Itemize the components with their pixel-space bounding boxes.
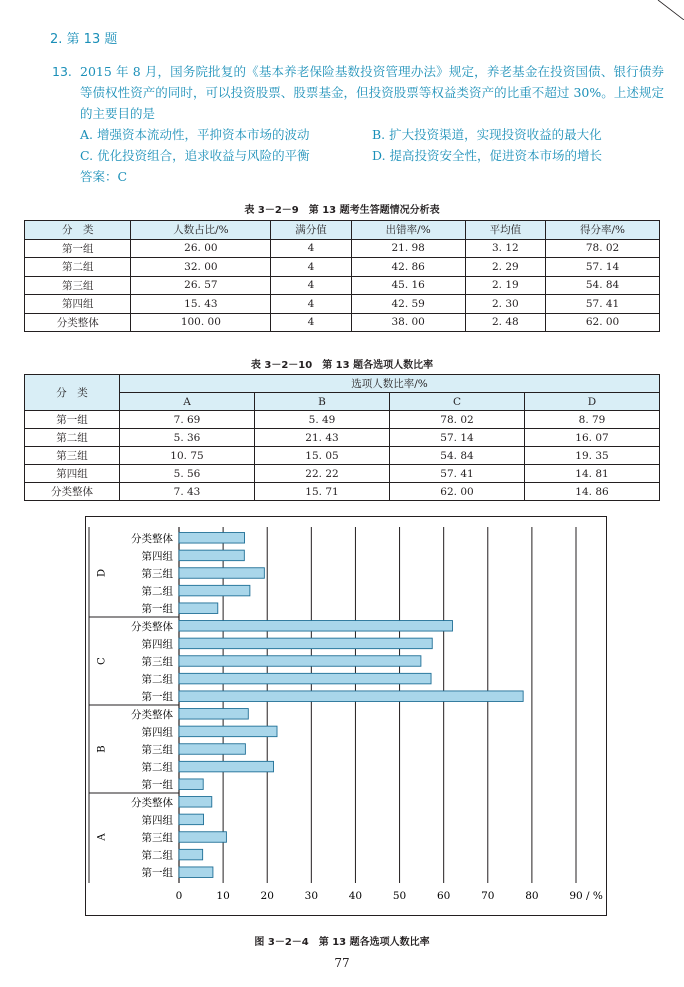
table1-cell: 4 — [271, 295, 351, 314]
table1-header: 分 类 — [25, 221, 131, 240]
table1-cell: 15. 43 — [131, 295, 271, 314]
table2-cell: 62. 00 — [390, 483, 525, 501]
category-label: 第二组 — [141, 585, 173, 598]
table1-cell: 45. 16 — [351, 276, 465, 295]
bar-chart — [86, 517, 606, 915]
bar-b — [179, 709, 248, 720]
category-label: 第四组 — [141, 638, 173, 651]
answer: 答案：C — [80, 169, 128, 184]
table2-cell: 21. 43 — [255, 429, 390, 447]
category-label: 第二组 — [141, 673, 173, 686]
table1-cell: 21. 98 — [351, 239, 465, 258]
table2-cell: 15. 71 — [255, 483, 390, 501]
option-d: D. 提高投资安全性，促进资本市场的增长 — [372, 148, 603, 163]
bar-a — [179, 814, 204, 825]
table1-cell: 分类整体 — [25, 313, 131, 332]
x-tick-label: 40 — [348, 890, 363, 902]
x-tick-label: 0 — [175, 890, 183, 902]
table1-header-row — [25, 221, 660, 240]
x-tick-label: 20 — [260, 890, 274, 902]
page-number: 77 — [334, 956, 350, 970]
bar-d — [179, 533, 245, 544]
bar-d — [179, 603, 218, 614]
table1-cell: 42. 86 — [351, 258, 465, 277]
corner-mark — [644, 0, 684, 20]
table1-cell: 2. 29 — [465, 258, 545, 277]
table2-option-row — [25, 393, 660, 411]
category-label: 第四组 — [141, 814, 173, 827]
bar-a — [179, 849, 203, 860]
category-label: 第四组 — [141, 726, 173, 739]
bar-c — [179, 691, 523, 702]
section-heading: 2. 第 13 题 — [50, 32, 118, 47]
table2 — [24, 374, 660, 501]
table1 — [24, 220, 660, 332]
category-label: 第四组 — [141, 550, 173, 563]
table2-cell: 第二组 — [25, 429, 120, 447]
table1-cell: 第一组 — [25, 239, 131, 258]
table1-header: 出错率/% — [351, 221, 465, 240]
category-label: 第一组 — [141, 867, 173, 880]
table2-header-row — [25, 375, 660, 393]
table1-cell: 78. 02 — [546, 239, 660, 258]
bar-c — [179, 673, 431, 684]
table1-cell: 100. 00 — [131, 313, 271, 332]
table1-cell: 第四组 — [25, 295, 131, 314]
x-tick-label: 80 — [525, 890, 539, 902]
table2-row — [25, 447, 660, 465]
category-label: 第二组 — [141, 849, 173, 862]
table1-cell: 4 — [271, 313, 351, 332]
x-tick-label: 10 — [216, 890, 230, 902]
category-label: 第三组 — [141, 744, 173, 756]
x-tick-label: 30 — [304, 890, 319, 902]
table2-cell: 分类整体 — [25, 483, 120, 501]
table2-option-header: A — [120, 393, 255, 411]
table1-cell: 26. 57 — [131, 276, 271, 295]
table2-cell: 14. 81 — [525, 465, 660, 483]
table2-cell: 54. 84 — [390, 447, 525, 465]
table2-cell: 10. 75 — [120, 447, 255, 465]
bar-a — [179, 832, 226, 843]
table1-cell: 4 — [271, 276, 351, 295]
figure-caption: 图 3－2－4 第 13 题各选项人数比率 — [254, 937, 430, 948]
table1-cell: 第三组 — [25, 276, 131, 295]
bar-b — [179, 761, 274, 772]
table1-cell: 2. 19 — [465, 276, 545, 295]
table1-header: 平均值 — [465, 221, 545, 240]
table2-cell: 第一组 — [25, 411, 120, 429]
table2-cell: 14. 86 — [525, 483, 660, 501]
option-b: B. 扩大投资渠道，实现投资收益的最大化 — [372, 127, 602, 142]
category-label: 分类整体 — [131, 532, 173, 545]
bar-b — [179, 744, 245, 755]
table1-cell: 2. 30 — [465, 295, 545, 314]
table1-cell: 38. 00 — [351, 313, 465, 332]
table2-cell: 78. 02 — [390, 411, 525, 429]
category-label: 第一组 — [141, 691, 173, 704]
table2-cell: 22. 22 — [255, 465, 390, 483]
table2-cell: 7. 43 — [120, 483, 255, 501]
table2-row — [25, 483, 660, 501]
option-a: A. 增强资本流动性，平抑资本市场的波动 — [80, 127, 310, 142]
bar-d — [179, 568, 264, 579]
bar-b — [179, 779, 203, 790]
table1-header: 得分率/% — [546, 221, 660, 240]
table1-row — [25, 295, 660, 314]
category-label: 分类整体 — [131, 708, 173, 721]
bar-b — [179, 726, 277, 737]
table1-cell: 57. 14 — [546, 258, 660, 277]
table1-header: 人数占比/% — [131, 221, 271, 240]
table2-option-header: D — [525, 393, 660, 411]
group-label: D — [96, 568, 108, 578]
table2-cell: 19. 35 — [525, 447, 660, 465]
bar-c — [179, 656, 421, 667]
category-label: 第三组 — [141, 656, 173, 668]
table2-cell: 57. 14 — [390, 429, 525, 447]
table1-cell: 42. 59 — [351, 295, 465, 314]
table2-cell: 第三组 — [25, 447, 120, 465]
bar-d — [179, 550, 244, 561]
category-label: 分类整体 — [131, 620, 173, 633]
option-c: C. 优化投资组合，追求收益与风险的平衡 — [80, 148, 310, 163]
table1-cell: 4 — [271, 258, 351, 277]
table2-row — [25, 429, 660, 447]
group-label: B — [96, 745, 108, 753]
table2-cell: 7. 69 — [120, 411, 255, 429]
category-label: 第三组 — [141, 568, 173, 580]
table2-body — [25, 411, 660, 501]
table1-cell: 54. 84 — [546, 276, 660, 295]
table1-body — [25, 239, 660, 332]
table2-row — [25, 465, 660, 483]
question-number: 13. — [52, 64, 72, 79]
category-label: 分类整体 — [131, 796, 173, 809]
table2-category-header: 分 类 — [25, 375, 120, 411]
x-tick-label: 70 — [481, 890, 495, 902]
x-axis-label: / % — [586, 890, 603, 902]
table1-caption: 表 3－2－9 第 13 题考生答题情况分析表 — [244, 205, 440, 216]
group-label: C — [96, 657, 108, 665]
options-list — [80, 124, 664, 166]
table2-caption: 表 3－2－10 第 13 题各选项人数比率 — [250, 360, 434, 371]
bar-c — [179, 638, 432, 649]
bar-a — [179, 867, 213, 878]
table1-cell: 第二组 — [25, 258, 131, 277]
table1-cell: 62. 00 — [546, 313, 660, 332]
bar-a — [179, 797, 212, 808]
bar-d — [179, 585, 250, 596]
table2-option-header: C — [390, 393, 525, 411]
table2-cell: 5. 56 — [120, 465, 255, 483]
table1-header: 满分值 — [271, 221, 351, 240]
table1-row — [25, 239, 660, 258]
category-label: 第一组 — [141, 603, 173, 616]
table1-cell: 26. 00 — [131, 239, 271, 258]
table1-cell: 3. 12 — [465, 239, 545, 258]
table2-row — [25, 411, 660, 429]
x-tick-label: 90 — [569, 890, 583, 902]
table2-cell: 57. 41 — [390, 465, 525, 483]
table2-cell: 第四组 — [25, 465, 120, 483]
table2-group-header: 选项人数比率/% — [120, 375, 660, 393]
bar-c — [179, 621, 452, 632]
table1-cell: 32. 00 — [131, 258, 271, 277]
table2-cell: 5. 36 — [120, 429, 255, 447]
table1-row — [25, 258, 660, 277]
category-label: 第三组 — [141, 832, 173, 844]
question-block — [52, 61, 664, 187]
table1-cell: 2. 48 — [465, 313, 545, 332]
chart-frame — [85, 516, 607, 916]
group-label: A — [96, 833, 108, 841]
category-label: 第二组 — [141, 761, 173, 774]
table2-cell: 16. 07 — [525, 429, 660, 447]
table1-cell: 57. 41 — [546, 295, 660, 314]
table2-cell: 15. 05 — [255, 447, 390, 465]
x-tick-label: 50 — [392, 890, 407, 902]
category-label: 第一组 — [141, 779, 173, 792]
table2-option-header: B — [255, 393, 390, 411]
table1-cell: 4 — [271, 239, 351, 258]
table1-row — [25, 313, 660, 332]
table2-cell: 5. 49 — [255, 411, 390, 429]
question-text: 2015 年 8 月，国务院批复的《基本养老保险基数投资管理办法》规定，养老基金在投资国债、银行债券等债权性资产的同时，可以投资股票、股票基金，但投资股票等权益类资产的比重不超过 30%。上述规定的主要目的是 — [80, 64, 664, 121]
table1-row — [25, 276, 660, 295]
table2-cell: 8. 79 — [525, 411, 660, 429]
x-tick-label: 60 — [436, 890, 451, 902]
